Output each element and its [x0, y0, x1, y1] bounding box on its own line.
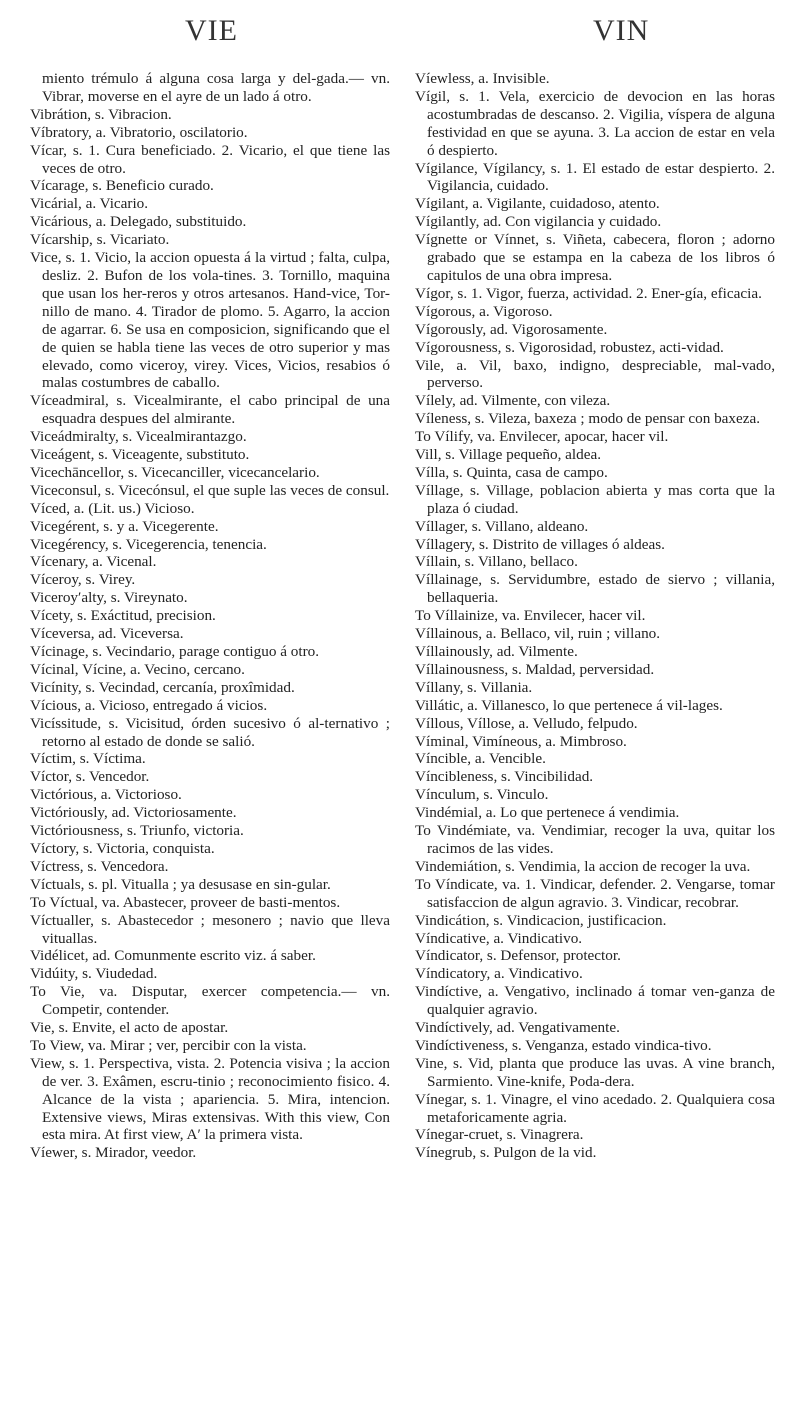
dictionary-entry [415, 160, 775, 196]
dictionary-entry [30, 697, 390, 715]
entry-text: Victóriousness, s. Triunfo, victoria. [30, 822, 244, 840]
dictionary-entry [415, 357, 775, 393]
entry-text: Víminal, Vimíneous, a. Mimbroso. [415, 732, 627, 750]
entry-text: Viceágent, s. Viceagente, substituto. [30, 446, 250, 464]
entry-text: Vígorously, ad. Vigorosamente. [415, 320, 608, 338]
dictionary-entry [30, 912, 390, 948]
entry-text: Viceádmiralty, s. Vicealmirantazgo. [30, 428, 247, 446]
entry-text: Víncible, a. Vencible. [415, 750, 546, 768]
dictionary-entry [415, 786, 775, 804]
dictionary-entry [415, 661, 775, 679]
entry-text: Vícinal, Vícine, a. Vecino, cercano. [30, 660, 245, 678]
entry-text: Villátic, a. Villanesco, lo que pertenece á vil-lages. [415, 696, 723, 714]
entry-text: Vícinage, s. Vecindario, parage contiguo á otro. [30, 643, 320, 660]
entry-text: Vicárious, a. Delegado, substituido. [30, 213, 247, 231]
dictionary-entry [415, 1019, 775, 1037]
entry-text: Víllainously, ad. Vilmente. [415, 643, 578, 660]
entry-text: Vindicátion, s. Vindicacion, justificacion. [415, 911, 667, 929]
dictionary-entry [415, 965, 775, 983]
entry-text: Vice, s. 1. Vicio, la accion opuesta á la virtud ; falta, culpa, desliz. 2. Bufon de los vola-tines. 3. Tornillo, maquina que usan los her-reros y otros artesanos. Hand-vice, Tor-nillo de mano. 4. Tirador de plomo. 5. Agarro, la accion de agarrar. 6. Se usa en composicion, significando que el de quien se habla tiene las veces de otro superior y mas elevado, como viceroy, virey. Vices, Vicios, resabios ó malas costumbres de caballo. [30, 249, 390, 392]
entry-text: Vícety, s. Exáctitud, precision. [30, 607, 216, 625]
entry-text: Víctress, s. Vencedora. [30, 857, 169, 875]
running-head-right: VIN [593, 14, 650, 47]
dictionary-entry [415, 482, 775, 518]
entry-text: Vindíctiveness, s. Venganza, estado vindica-tivo. [415, 1036, 712, 1054]
entry-text: To Víctual, va. Abastecer, proveer de basti-mentos. [30, 893, 341, 911]
dictionary-entry [415, 536, 775, 554]
entry-text: Víllainous, a. Bellaco, vil, ruin ; villano. [415, 625, 661, 643]
entry-text: Vicegérency, s. Vicegerencia, tenencia. [30, 535, 267, 553]
entry-text: Vindíctively, ad. Vengativamente. [415, 1019, 620, 1037]
entry-text: To Vie, va. Disputar, exercer competencia.— vn. Competir, contender. [30, 983, 390, 1019]
entry-text: To Víndicate, va. 1. Vindicar, defender. 2. Vengarse, tomar satisfaccion de algun agravio. 3. Vindicar, recobrar. [415, 875, 775, 911]
dictionary-entry [30, 607, 390, 625]
dictionary-entry [415, 1144, 775, 1162]
dictionary-entry [30, 571, 390, 589]
dictionary-entry [30, 768, 390, 786]
dictionary-entry [415, 625, 775, 643]
dictionary-entry [30, 1037, 390, 1055]
entry-text: Vícenary, a. Vicenal. [30, 553, 157, 571]
dictionary-entry [30, 177, 390, 195]
dictionary-entry [30, 965, 390, 983]
dictionary-entry [30, 715, 390, 751]
entry-text: Vílla, s. Quinta, casa de campo. [415, 463, 608, 481]
dictionary-entry [415, 947, 775, 965]
entry-text: Vícarage, s. Beneficio curado. [30, 177, 214, 195]
dictionary-entry [30, 392, 390, 428]
dictionary-entry [30, 876, 390, 894]
dictionary-entry [30, 894, 390, 912]
entry-text: Víncibleness, s. Vincibilidad. [415, 768, 594, 786]
entry-text: Vígorous, a. Vigoroso. [415, 302, 553, 320]
entry-text: Vicárial, a. Vicario. [30, 195, 149, 213]
dictionary-entry [415, 876, 775, 912]
dictionary-entry [415, 410, 775, 428]
entry-text: Vígil, s. 1. Vela, exercicio de devocion en las horas acostumbradas de descanso. 2. Vigilia, víspera de alguna festividad en que se ayuna. 3. La accion de estar en vela ó despierto. [415, 87, 775, 159]
dictionary-entry [30, 983, 390, 1019]
entry-text: Víewless, a. Invisible. [415, 70, 550, 87]
dictionary-entry [415, 930, 775, 948]
entry-text: Víllage, s. Village, poblacion abierta y mas corta que la plaza ó ciudad. [415, 481, 775, 517]
dictionary-entry [415, 912, 775, 930]
dictionary-entry [30, 213, 390, 231]
dictionary-entry [415, 697, 775, 715]
dictionary-entry [415, 750, 775, 768]
dictionary-entry [415, 70, 775, 88]
entry-text: Vindémial, a. Lo que pertenece á vendimia. [415, 804, 680, 822]
dictionary-entry [30, 643, 390, 661]
dictionary-entry [415, 231, 775, 285]
dictionary-entry [415, 715, 775, 733]
dictionary-entry [415, 321, 775, 339]
dictionary-entry [415, 1037, 775, 1055]
entry-text: Victórious, a. Victorioso. [30, 786, 182, 804]
entry-text: Víceadmiral, s. Vicealmirante, el cabo principal de una esquadra despues del almirante. [30, 392, 390, 428]
entry-text: Víbratory, a. Vibratorio, oscilatorio. [30, 123, 248, 141]
dictionary-entry [415, 446, 775, 464]
entry-text: Vindemiátion, s. Vendimia, la accion de recoger la uva. [415, 857, 751, 875]
dictionary-entry [415, 195, 775, 213]
entry-text: Vígnette or Vínnet, s. Viñeta, cabecera, floron ; adorno grabado que se estampa en la cabeza de los libros ó capitulos de una obra impresa. [415, 231, 775, 284]
entry-text: miento trémulo á alguna cosa larga y del-gada.— vn. Vibrar, moverse en el ayre de un lado á otro. [42, 70, 390, 105]
dictionary-entry [30, 106, 390, 124]
entry-text: Víllagery, s. Distrito de villages ó aldeas. [415, 535, 665, 553]
entry-text: Vine, s. Vid, planta que produce las uvas. A vine branch, Sarmiento. Vine-knife, Poda-dera. [415, 1054, 775, 1090]
dictionary-entry [415, 339, 775, 357]
dictionary-entry [415, 1126, 775, 1144]
dictionary-entry [30, 679, 390, 697]
dictionary-entry [30, 482, 390, 500]
dictionary-entry [415, 607, 775, 625]
entry-text: View, s. 1. Perspectiva, vista. 2. Potencia visiva ; la accion de ver. 3. Exâmen, escru-tinio ; reconocimiento fisico. 4. Alcance de la vista ; apariencia. 5. Mira, intencion. Extensive views, Miras extensivas. With this view, Con esta mira. At first view, A′ la primera vista. [30, 1054, 390, 1144]
dictionary-entry [30, 231, 390, 249]
entry-text: Vile, a. Vil, baxo, indigno, despreciable, mal-vado, perverso. [415, 356, 775, 392]
entry-text: Viceroy′alty, s. Vireynato. [30, 589, 188, 607]
dictionary-entry [415, 804, 775, 822]
right-column [415, 70, 775, 1162]
entry-text: Víctuals, s. pl. Vitualla ; ya desusase en sin-gular. [30, 875, 331, 893]
entry-text: Víndicatory, a. Vindicativo. [415, 965, 583, 983]
entry-text: Vínegrub, s. Pulgon de la vid. [415, 1144, 597, 1162]
dictionary-entry [30, 500, 390, 518]
entry-text: Víctory, s. Victoria, conquista. [30, 839, 215, 857]
entry-text: Vínculum, s. Vinculo. [415, 786, 549, 804]
dictionary-entry [415, 88, 775, 160]
dictionary-entry [30, 661, 390, 679]
entry-text: Víllain, s. Villano, bellaco. [415, 553, 578, 571]
entry-text: Vílely, ad. Vilmente, con vileza. [415, 392, 611, 410]
entry-text: Víced, a. (Lit. us.) Vicioso. [30, 499, 195, 517]
dictionary-entry [415, 553, 775, 571]
dictionary-entry [415, 518, 775, 536]
dictionary-entry [30, 840, 390, 858]
dictionary-entry [30, 518, 390, 536]
dictionary-entry [415, 1055, 775, 1091]
entry-text: Vicechāncellor, s. Vicecanciller, vicecancelario. [30, 463, 320, 481]
dictionary-entry [30, 1144, 390, 1162]
entry-text: Víewer, s. Mirador, veedor. [30, 1144, 197, 1162]
dictionary-entry [415, 1091, 775, 1127]
dictionary-entry [30, 464, 390, 482]
entry-text: Víllager, s. Villano, aldeano. [415, 517, 589, 535]
dictionary-entry [30, 142, 390, 178]
dictionary-entry [30, 553, 390, 571]
entry-text: Víndicator, s. Defensor, protector. [415, 947, 621, 965]
dictionary-entry [415, 571, 775, 607]
entry-text: Víllous, Víllose, a. Velludo, felpudo. [415, 714, 638, 732]
entry-text: Vie, s. Envite, el acto de apostar. [30, 1019, 229, 1037]
entry-text: Vicínity, s. Vecindad, cercanía, proxîmidad. [30, 678, 295, 696]
entry-text: Víllainage, s. Servidumbre, estado de siervo ; villania, bellaqueria. [415, 571, 775, 607]
dictionary-entry [415, 303, 775, 321]
entry-text: To Vindémiate, va. Vendimiar, recoger la uva, quitar los racimos de las vides. [415, 822, 775, 857]
dictionary-entry [415, 428, 775, 446]
dictionary-entry [30, 589, 390, 607]
dictionary-entry [415, 464, 775, 482]
entry-text: Vícar, s. 1. Cura beneficiado. 2. Vicario, el que tiene las veces de otro. [30, 141, 390, 177]
dictionary-entry [30, 822, 390, 840]
entry-text: Vindíctive, a. Vengativo, inclinado á tomar ven-ganza de qualquier agravio. [415, 983, 775, 1019]
entry-text: Vícious, a. Vicioso, entregado á vicios. [30, 696, 268, 714]
dictionary-entry [415, 679, 775, 697]
dictionary-entry [30, 1019, 390, 1037]
entry-text: Victóriously, ad. Victoriosamente. [30, 804, 237, 822]
entry-text: Vidúity, s. Viudedad. [30, 965, 158, 983]
entry-text: Víllany, s. Villania. [415, 678, 533, 696]
entry-text: Vícarship, s. Vicariato. [30, 231, 170, 249]
entry-text: Vicegérent, s. y a. Vicegerente. [30, 517, 219, 535]
dictionary-entry [30, 249, 390, 392]
dictionary-entry [30, 124, 390, 142]
dictionary-entry [415, 983, 775, 1019]
entry-text: Víceversa, ad. Viceversa. [30, 625, 184, 643]
entry-text: Vidélicet, ad. Comunmente escrito viz. á saber. [30, 947, 316, 965]
entry-text: Vígorousness, s. Vigorosidad, robustez, acti-vidad. [415, 338, 724, 356]
entry-text: Vígilance, Vígilancy, s. 1. El estado de estar despierto. 2. Vigilancia, cuidado. [415, 159, 775, 195]
dictionary-entry [30, 195, 390, 213]
dictionary-entry [30, 947, 390, 965]
dictionary-entry [30, 1055, 390, 1145]
dictionary-entry [415, 822, 775, 858]
entry-text: To Víllainize, va. Envilecer, hacer vil. [415, 607, 646, 625]
dictionary-entry [30, 428, 390, 446]
entry-text: Vígilant, a. Vigilante, cuidadoso, atento. [415, 195, 660, 213]
entry-text: Víllainousness, s. Maldad, perversidad. [415, 660, 655, 678]
entry-text: Víctualler, s. Abastecedor ; mesonero ; navio que lleva vituallas. [30, 911, 390, 947]
dictionary-entry [415, 768, 775, 786]
running-head-left: VIE [185, 14, 238, 47]
entry-text: Víleness, s. Vileza, baxeza ; modo de pensar con baxeza. [415, 410, 761, 428]
dictionary-entry [30, 536, 390, 554]
entry-text: Vicíssitude, s. Vicisitud, órden sucesivo ó al-ternativo ; retorno al estado de donde se salió. [30, 714, 390, 750]
entry-text: Víceroy, s. Virey. [30, 571, 136, 589]
dictionary-entry [30, 858, 390, 876]
entry-text: Vibrátion, s. Vibracion. [30, 105, 172, 123]
dictionary-entry [415, 733, 775, 751]
dictionary-entry [415, 392, 775, 410]
entry-text: Vígilantly, ad. Con vigilancia y cuidado. [415, 213, 662, 231]
entry-text: Víndicative, a. Vindicativo. [415, 929, 583, 947]
entry-text: To View, va. Mirar ; ver, percibir con la vista. [30, 1036, 307, 1054]
dictionary-entry [415, 285, 775, 303]
dictionary-entry [415, 643, 775, 661]
dictionary-entry [30, 625, 390, 643]
dictionary-entry [30, 70, 390, 106]
entry-text: Viceconsul, s. Vicecónsul, el que suple las veces de consul. [30, 481, 390, 499]
dictionary-entry [30, 446, 390, 464]
dictionary-entry [415, 213, 775, 231]
entry-text: Víctor, s. Vencedor. [30, 768, 150, 786]
entry-text: Vínegar, s. 1. Vinagre, el vino acedado. 2. Qualquiera cosa metaforicamente agria. [415, 1090, 775, 1126]
entry-text: Víctim, s. Víctima. [30, 750, 146, 768]
entry-text: Vill, s. Village pequeño, aldea. [415, 446, 602, 464]
dictionary-entry [30, 750, 390, 768]
left-column [30, 70, 390, 1162]
entry-text: Vígor, s. 1. Vigor, fuerza, actividad. 2. Ener-gía, eficacia. [415, 284, 762, 302]
entry-text: Vínegar-cruet, s. Vinagrera. [415, 1126, 584, 1144]
dictionary-entry [30, 804, 390, 822]
entry-text: To Vílify, va. Envilecer, apocar, hacer vil. [415, 428, 669, 446]
dictionary-entry [30, 786, 390, 804]
dictionary-entry [415, 858, 775, 876]
